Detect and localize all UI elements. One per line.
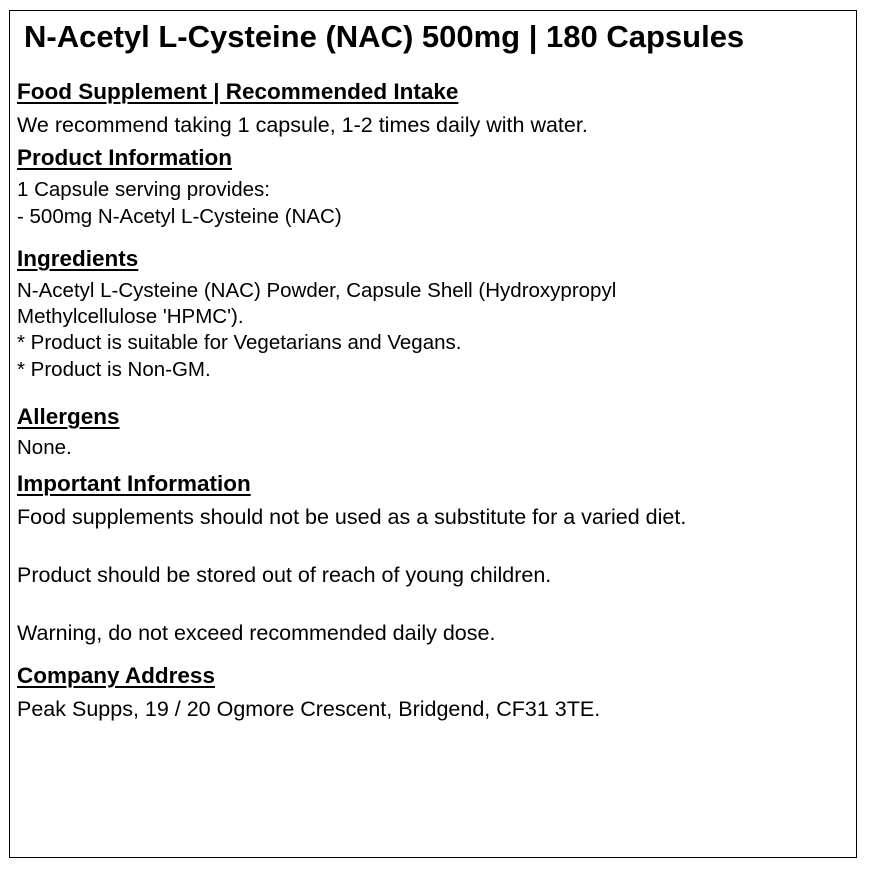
substitute-warning: Food supplements should not be used as a substitute for a varied diet. <box>17 505 687 529</box>
company-address-text: Peak Supps, 19 / 20 Ogmore Crescent, Bridgend, CF31 3TE. <box>17 697 601 721</box>
food-supplement-heading: Food Supplement | Recommended Intake <box>17 79 459 104</box>
product-title: N-Acetyl L-Cysteine (NAC) 500mg | 180 Capsules <box>24 19 745 54</box>
non-gm-note: * Product is Non-GM. <box>17 358 211 381</box>
ingredients-text-line-2: Methylcellulose 'HPMC'). <box>17 305 244 328</box>
ingredients-heading: Ingredients <box>17 246 139 271</box>
serving-amount-text: - 500mg N-Acetyl L-Cysteine (NAC) <box>17 205 342 228</box>
important-information-heading: Important Information <box>17 471 251 496</box>
product-information-heading: Product Information <box>17 145 232 170</box>
recommended-intake-text: We recommend taking 1 capsule, 1-2 times daily with water. <box>17 113 588 137</box>
storage-warning: Product should be stored out of reach of young children. <box>17 563 552 587</box>
serving-text: 1 Capsule serving provides: <box>17 178 270 201</box>
ingredients-text-line-1: N-Acetyl L-Cysteine (NAC) Powder, Capsule Shell (Hydroxypropyl <box>17 279 617 302</box>
dose-warning: Warning, do not exceed recommended daily dose. <box>17 621 496 645</box>
company-address-heading: Company Address <box>17 663 215 688</box>
allergens-text: None. <box>17 436 72 459</box>
vegan-note: * Product is suitable for Vegetarians and Vegans. <box>17 331 462 354</box>
allergens-heading: Allergens <box>17 404 120 429</box>
